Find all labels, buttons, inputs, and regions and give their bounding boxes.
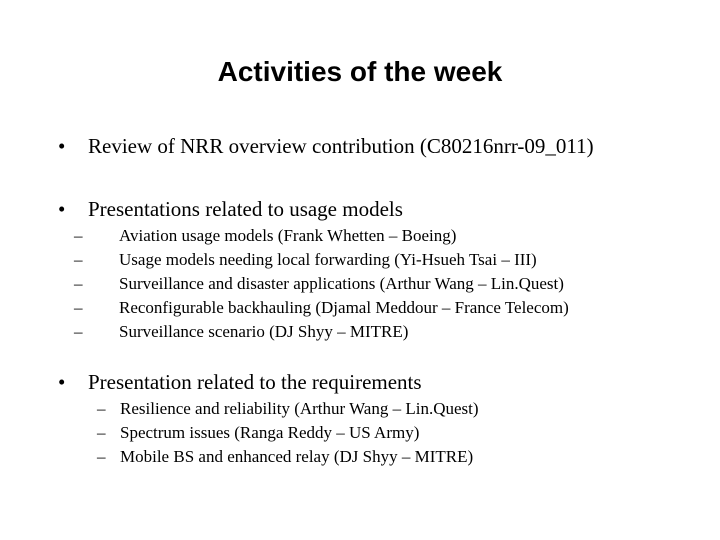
bullet-text: Presentation related to the requirements [88, 370, 422, 394]
list-item-text: Usage models needing local forwarding (Yi-Hsueh Tsai – III) [119, 250, 537, 269]
bullet-usage-models [58, 194, 403, 224]
list-item [74, 224, 569, 248]
bullet-requirements [58, 367, 422, 397]
dash-marker: – [74, 298, 83, 317]
dash-marker: – [74, 322, 83, 341]
dash-marker: – [74, 226, 83, 245]
dash-marker: – [74, 274, 83, 293]
list-item-text: Aviation usage models (Frank Whetten – Boeing) [119, 226, 457, 245]
slide-title: Activities of the week [217, 56, 503, 87]
list-item-text: Surveillance and disaster applications (Arthur Wang – Lin.Quest) [119, 274, 564, 293]
dash-marker: – [74, 250, 83, 269]
bullet-text: Review of NRR overview contribution (C80216nrr-09_011) [88, 134, 594, 158]
bullet-marker: • [58, 197, 66, 221]
list-item-text: Mobile BS and enhanced relay (DJ Shyy – MITRE) [120, 447, 474, 466]
dash-marker: – [97, 423, 106, 442]
list-item [97, 397, 479, 421]
bullet-marker: • [58, 370, 66, 394]
list-item-text: Reconfigurable backhauling (Djamal Meddour – France Telecom) [119, 298, 569, 317]
list-item-text: Surveillance scenario (DJ Shyy – MITRE) [119, 322, 409, 341]
list-item-text: Spectrum issues (Ranga Reddy – US Army) [120, 423, 420, 442]
list-item [74, 272, 569, 296]
usage-models-sublist [74, 224, 569, 344]
bullet-text: Presentations related to usage models [88, 197, 403, 221]
requirements-sublist [97, 397, 479, 469]
dash-marker: – [97, 447, 106, 466]
list-item [74, 248, 569, 272]
bullet-review-nrr [58, 131, 594, 161]
list-item [97, 421, 479, 445]
dash-marker: – [97, 399, 106, 418]
list-item-text: Resilience and reliability (Arthur Wang – Lin.Quest) [120, 399, 479, 418]
list-item [74, 296, 569, 320]
bullet-marker: • [58, 134, 66, 158]
list-item [74, 320, 569, 344]
list-item [97, 445, 479, 469]
